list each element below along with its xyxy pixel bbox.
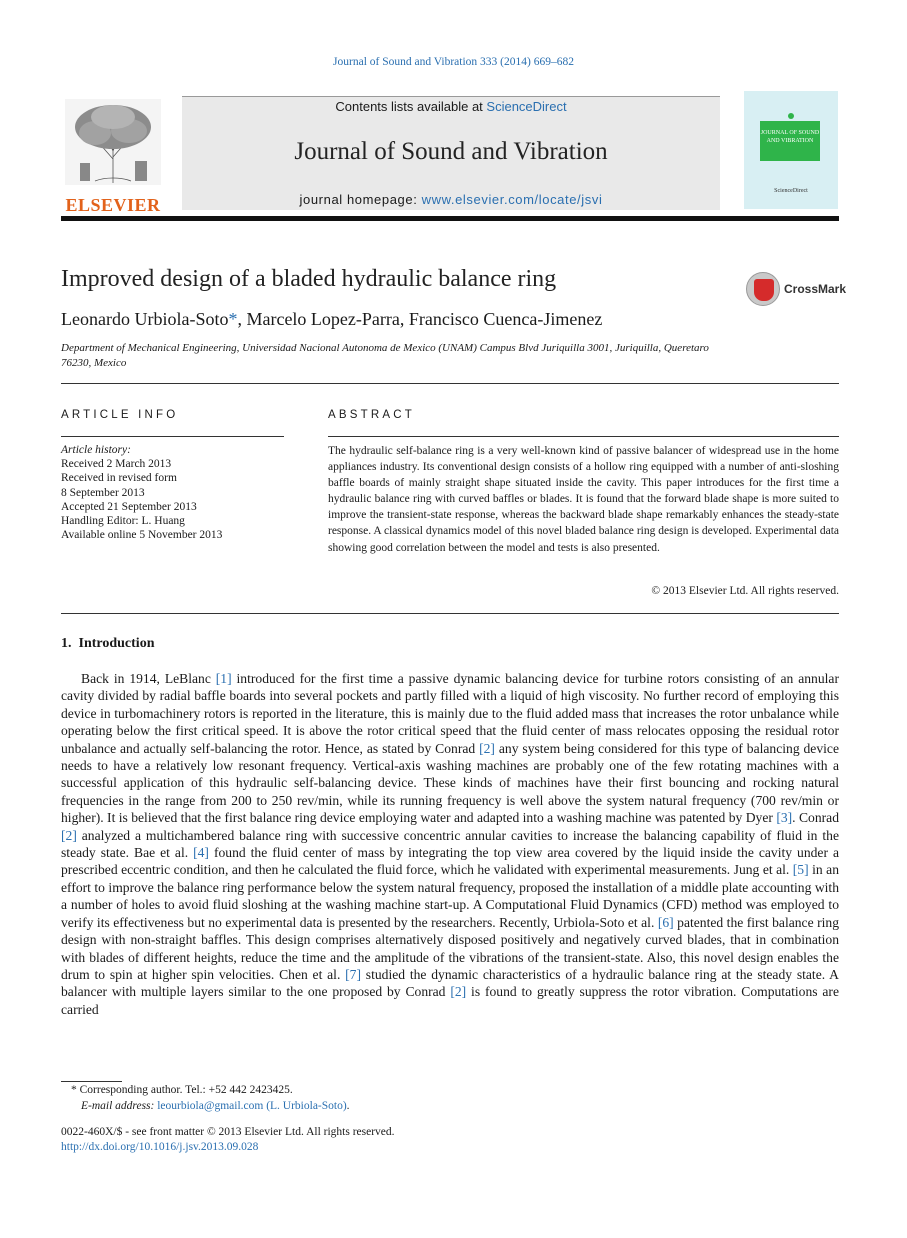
crossmark-icon (746, 272, 780, 306)
reference-link[interactable]: [2] (479, 740, 495, 756)
contents-line: Contents lists available at ScienceDirect (335, 99, 567, 114)
sciencedirect-link[interactable]: ScienceDirect (486, 99, 567, 114)
homepage-line: journal homepage: www.elsevier.com/locate/jsvi (299, 192, 603, 207)
journal-citation[interactable]: Journal of Sound and Vibration 333 (2014) 669–682 (333, 56, 574, 68)
affiliation: Department of Mechanical Engineering, Universidad Nacional Autonoma de Mexico (UNAM) Campus Blvd Juriquilla 3001, Juriquilla, Queretaro 76230, Mexico (61, 342, 709, 369)
cover-title: JOURNAL OF SOUND AND VIBRATION (760, 121, 820, 161)
elsevier-logo[interactable] (61, 99, 165, 215)
reference-link[interactable]: [2] (450, 984, 467, 1000)
article-history (61, 443, 291, 542)
author-name: Leonardo Urbiola-Soto (61, 309, 229, 329)
body-text: . Conrad (792, 810, 839, 826)
reference-link[interactable]: [1] (215, 671, 232, 686)
history-item: Handling Editor: L. Huang (61, 515, 185, 528)
reference-link[interactable]: [6] (657, 914, 674, 930)
history-item: Received in revised form (61, 472, 177, 485)
section-heading: 1. Introduction (61, 636, 155, 651)
header-divider (61, 216, 839, 221)
reference-link[interactable]: [3] (776, 810, 793, 826)
email-owner: (L. Urbiola-Soto) (266, 1100, 347, 1112)
reference-link[interactable]: [2] (61, 827, 77, 843)
body-text: found the fluid center of mass by integrating the top view area covered by the liquid inside the cavity under a prescribed eccentric condition, and then he calculated the fluid force, which he validated with experimental measurements. Jung et al. (61, 845, 840, 878)
journal-cover-thumbnail[interactable] (744, 91, 838, 209)
journal-header (61, 89, 839, 215)
body-text: Back in 1914, LeBlanc (81, 671, 216, 686)
journal-title: Journal of Sound and Vibration (294, 138, 608, 165)
reference-link[interactable]: [7] (345, 966, 362, 982)
reference-link[interactable]: [4] (193, 845, 209, 861)
corresponding-author-link[interactable]: * (228, 309, 238, 329)
abstract-copyright: © 2013 Elsevier Ltd. All rights reserved. (651, 585, 839, 597)
footnote-divider (61, 1081, 122, 1082)
body-text: is found to greatly suppress the rotor vibration. Computations are carried (61, 984, 839, 1017)
body-text: introduced for the first time a passive dynamic balancing device for turbine rotors consisting of an annular cavity divided by radial baffle boards into several pockets and partly filled with a liquid of high viscosity. No further record of employing this device in turbomachinery rotors is reported in the literature, this is mainly due to the fluid added mass that increases the rotor unbalance while operating below the first critical speed. It is above the rotor critical speed that the fluid center of mass relocates opposing the residual rotor unbalance and actually self-balancing the rotor. Hence, as stated by Conrad (61, 671, 839, 756)
body-text: any system being considered for this type of balancing device needs to have a relatively low resonant frequency. Vertical-axis washing machines are probably one of the few rotating machines with a successful application of this hydraulic self-balancing device. These kinds of machines have their first bouncing and rocking natural frequencies in the range from 200 to 250 rev/min, while its running frequency is well above the system natural frequency (700 rev/min or higher). It is believed that the first balance ring device employing water and adapted into a washing machine was patented by Dyer (61, 740, 839, 826)
article-info-heading: ARTICLE INFO (61, 409, 179, 421)
author-list (61, 309, 602, 330)
history-item: Accepted 21 September 2013 (61, 500, 197, 513)
abstract-heading: ABSTRACT (328, 409, 415, 421)
email-note: E-mail address: leourbiola@gmail.com (L. Urbiola-Soto). (81, 1100, 350, 1112)
history-item: 8 September 2013 (61, 486, 145, 499)
homepage-link[interactable]: www.elsevier.com/locate/jsvi (421, 192, 603, 207)
reference-link[interactable]: [5] (792, 862, 809, 878)
history-item: Received 2 March 2013 (61, 458, 172, 471)
cover-emblem-icon (788, 113, 794, 119)
article-title: Improved design of a bladed hydraulic balance ring (61, 266, 557, 292)
publisher-name: ELSEVIER (65, 195, 161, 215)
divider (61, 436, 284, 437)
crossmark-badge[interactable] (746, 272, 847, 308)
issn-line: 0022-460X/$ - see front matter © 2013 Elsevier Ltd. All rights reserved. (61, 1126, 395, 1138)
coauthor-names: , Marcelo Lopez-Parra, Francisco Cuenca-Jimenez (237, 309, 603, 329)
corresponding-author-note: * Corresponding author. Tel.: +52 442 2423425. (71, 1084, 293, 1096)
crossmark-label: CrossMark (784, 282, 847, 296)
cover-publisher: ScienceDirect (774, 188, 808, 194)
elsevier-tree-icon (65, 99, 161, 185)
history-item: Available online 5 November 2013 (61, 529, 223, 542)
divider (61, 383, 839, 384)
journal-banner (182, 96, 720, 210)
body-text: patented the first balance ring design with non-straight baffles. This design comprises alternatively disposed positively and negatively curved blades, that in combination with blades of different heights, reduce the time and the amplitude of the vibrations of the transient-state. Also, this novel design enables the drum to spin at higher spin velocities. Chen et al. (61, 914, 839, 982)
doi-link[interactable]: http://dx.doi.org/10.1016/j.jsv.2013.09.028 (61, 1141, 259, 1153)
body-paragraph (61, 670, 839, 1018)
divider (328, 436, 839, 437)
body-text: in an effort to improve the balance ring performance below the system natural frequency, proposed the installation of a middle plate accounting with a number of holes to avoid fluid sloshing at the washing machine start-up. A Computational Fluid Dynamics (CFD) method was employed to verify its effectiveness but no experimental data is presented by the researchers. Recently, Urbiola-Soto et al. (61, 862, 839, 930)
body-text: studied the dynamic characteristics of a hydraulic balance ring at the steady state. A balancer with multiple layers similar to the one proposed by Conrad (61, 966, 839, 1000)
body-text: analyzed a multichambered balance ring with successive concentric annular cavities to increase the balancing capability of fluid in the steady state. Bae et al. (61, 827, 839, 861)
section-body (61, 670, 839, 1018)
divider (61, 613, 839, 614)
history-label: Article history: (61, 444, 131, 456)
abstract-text: The hydraulic self-balance ring is a very well-known kind of passive balancer of widespread use in the home appliances industry. Its conventional design consists of a hollow ring equipped with a number of anti-sloshing baffle boards of mainly straight shape situated inside the cavity. This paper introduces for the first time a hydraulic balance ring with curved baffles or blades. It is found that the forward blade shape is more suited to improve the transient-state response, whereas the backward blade shape remarkably enhances the steady-state response. A classical dynamics model of this novel bladed balance ring design is developed. Experimental data showing good correlation between the model and tests is also presented. (328, 445, 839, 554)
email-link[interactable]: leourbiola@gmail.com (157, 1100, 264, 1112)
